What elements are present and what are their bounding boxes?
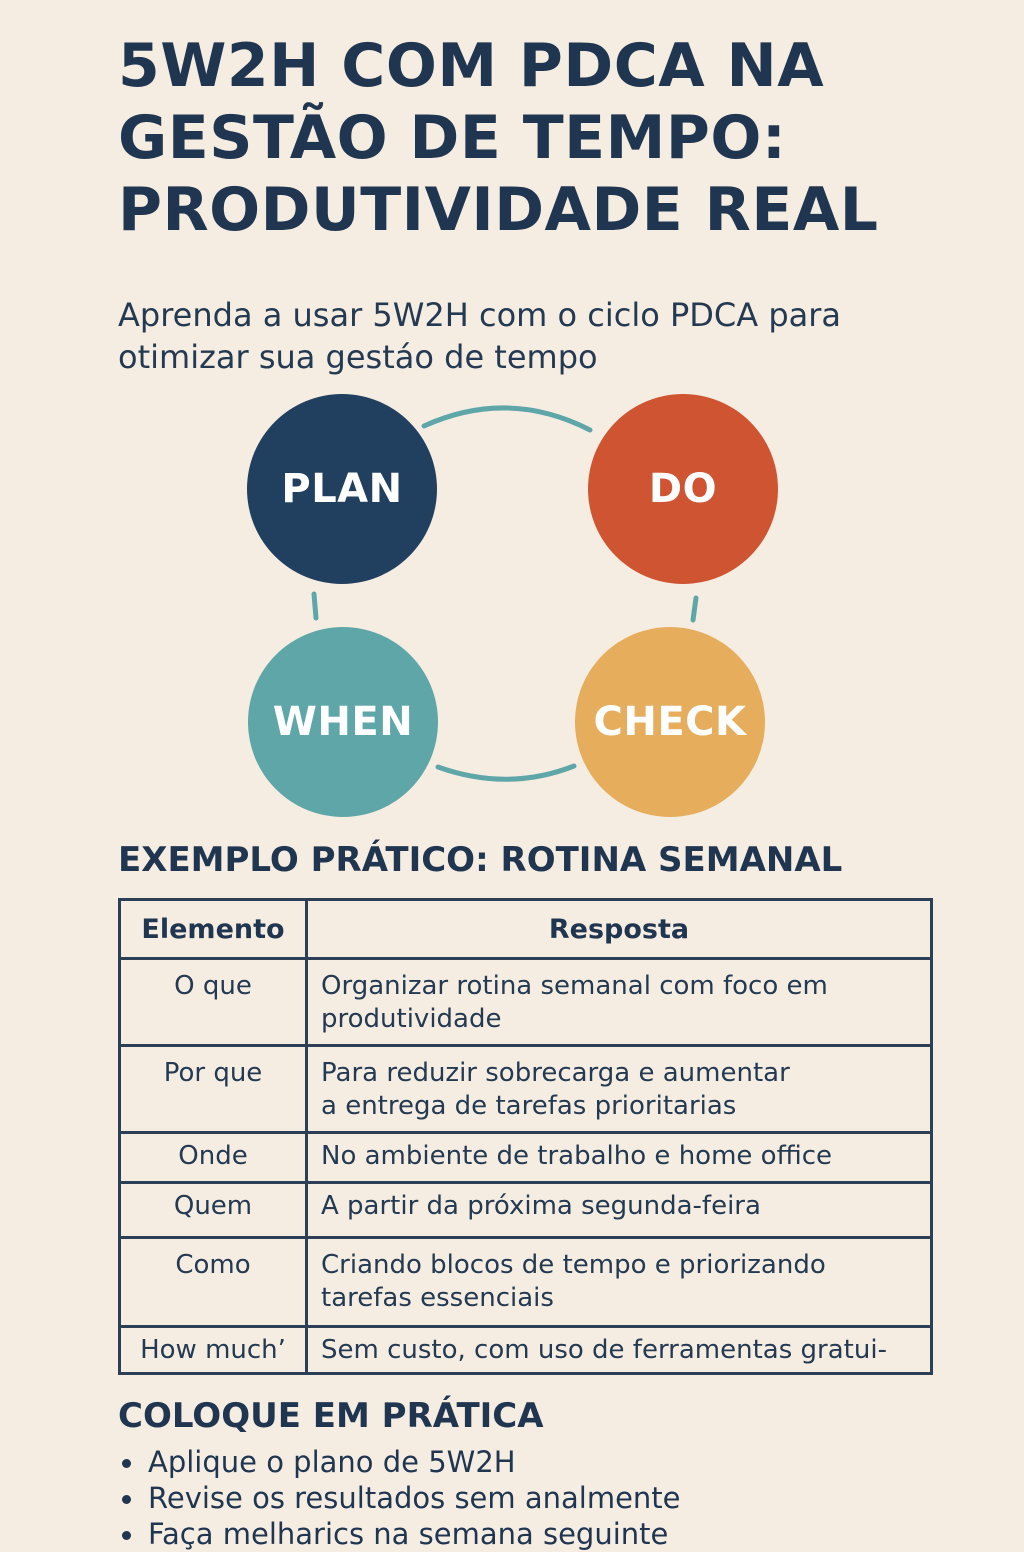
connector-plan-when — [314, 594, 316, 618]
row-key: Como — [120, 1238, 307, 1327]
list-item-text: Revise os resultados sem analmente — [148, 1481, 681, 1515]
table-header-row — [120, 900, 932, 959]
row-value — [307, 1046, 932, 1133]
list-item-text: Faça melharics na semana seguinte — [148, 1517, 669, 1551]
table-row — [120, 1133, 932, 1183]
bullet-icon — [122, 1495, 131, 1504]
column-header-element: Elemento — [120, 900, 307, 959]
table-row — [120, 1046, 932, 1133]
row-value — [307, 1183, 932, 1238]
connector-plan-do — [424, 408, 590, 430]
row-key: O que — [120, 959, 307, 1046]
row-value-line: Para reduzir sobrecarga e aumentar — [321, 1058, 790, 1088]
row-key: How much’ — [120, 1327, 307, 1374]
connector-when-check — [438, 766, 574, 779]
infographic-page — [118, 0, 930, 1551]
table-row — [120, 1238, 932, 1327]
title-line-2: GESTÃO DE TEMPO: — [118, 103, 787, 173]
example-heading: EXEMPLO PRÁTICO: ROTINA SEMANAL — [118, 840, 843, 880]
row-key: Quem — [120, 1183, 307, 1238]
row-value-line: produtividade — [321, 1004, 502, 1034]
5w2h-table — [118, 898, 933, 1375]
row-value — [307, 959, 932, 1046]
row-value-line: a entrega de tarefas prioritarias — [321, 1091, 737, 1121]
row-value-line: No ambiente de trabalho e home office — [321, 1141, 832, 1171]
pdca-cycle-diagram — [118, 380, 930, 820]
page-subtitle — [118, 294, 930, 378]
row-value-line: tarefas essenciais — [321, 1283, 554, 1313]
do-circle: DO — [588, 394, 778, 584]
plan-circle: PLAN — [247, 394, 437, 584]
title-line-3: PRODUTIVIDADE REAL — [118, 175, 879, 245]
table-row — [120, 959, 932, 1046]
row-value-line: Criando blocos de tempo e priorizando — [321, 1250, 826, 1280]
subtitle-line-2: otimizar sua gestáo de tempo — [118, 338, 598, 376]
subtitle-line-1: Aprenda a usar 5W2H com o ciclo PDCA para — [118, 296, 841, 334]
title-line-1: 5W2H COM PDCA NA — [118, 31, 825, 101]
connector-do-check — [693, 598, 696, 620]
row-value-line: Organizar rotina semanal com foco em — [321, 971, 828, 1001]
check-circle: CHECK — [575, 627, 765, 817]
list-item — [122, 1444, 930, 1480]
page-title — [118, 30, 930, 246]
table-row — [120, 1327, 932, 1374]
list-item — [122, 1516, 930, 1552]
row-value-line: Sem custo, com uso de ferramentas gratui- — [321, 1335, 887, 1365]
practice-heading: COLOQUE EM PRÁTICA — [118, 1396, 544, 1436]
row-value-line: A partir da próxima segunda-feira — [321, 1191, 761, 1221]
list-item-text: Aplique o plano de 5W2H — [148, 1445, 516, 1479]
list-item — [122, 1480, 930, 1516]
column-header-response: Resposta — [307, 900, 932, 959]
row-value — [307, 1238, 932, 1327]
row-key: Onde — [120, 1133, 307, 1183]
when-circle: WHEN — [248, 627, 438, 817]
row-value — [307, 1133, 932, 1183]
bullet-icon — [122, 1459, 131, 1468]
table-row — [120, 1183, 932, 1238]
row-key: Por que — [120, 1046, 307, 1133]
cycle-connectors — [118, 380, 930, 820]
row-value — [307, 1327, 932, 1374]
